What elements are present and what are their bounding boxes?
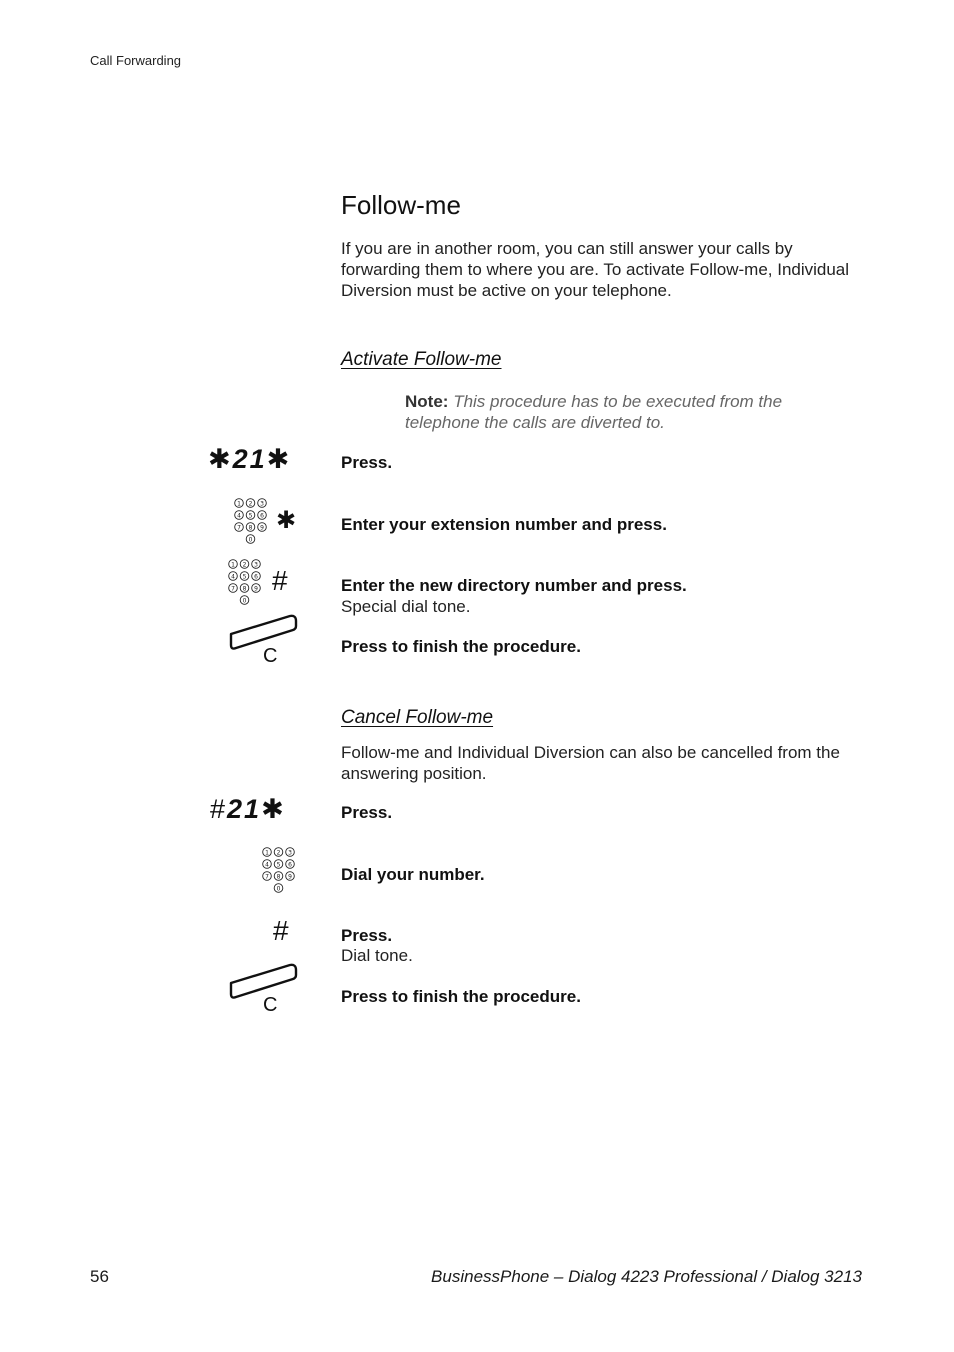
keypad-icon <box>228 559 262 614</box>
code-digits: 21 <box>227 794 262 824</box>
svg-text:2: 2 <box>276 849 281 857</box>
page-title: Follow-me <box>341 190 461 220</box>
star-key-icon: ✱ <box>276 507 299 534</box>
footer-title: BusinessPhone – Dialog 4223 Professional / Dialog 3213 <box>431 1267 862 1286</box>
step-label: Dial your number. <box>341 865 485 884</box>
intro-paragraph: If you are in another room, you can still answer your calls by forwarding them to where you are. To activate Follow-me, Individual Diversion must be active on your telephone. <box>341 239 850 300</box>
page-number: 56 <box>90 1267 109 1286</box>
svg-text:7: 7 <box>237 524 241 532</box>
svg-text:0: 0 <box>276 885 281 893</box>
star-glyph: ✱ <box>266 444 292 474</box>
step-label: Press. <box>341 803 393 822</box>
step-sub: Special dial tone. <box>341 597 471 616</box>
svg-text:5: 5 <box>248 512 253 520</box>
step-label: Press to finish the procedure. <box>341 987 581 1006</box>
note-text: This procedure has to be executed from the telephone the calls are diverted to. <box>405 392 783 432</box>
handset-clear-icon <box>228 961 298 1024</box>
activate-heading: Activate Follow-me <box>341 349 502 370</box>
code-hash-21-star <box>210 794 286 825</box>
step-label: Enter the new directory number and press. <box>341 576 687 595</box>
svg-text:8: 8 <box>276 873 281 881</box>
svg-text:6: 6 <box>254 573 258 581</box>
hash-key-icon: # <box>273 915 291 946</box>
svg-text:5: 5 <box>242 573 247 581</box>
hash-glyph: # <box>210 794 228 824</box>
code-star-21-star <box>208 444 291 475</box>
step-label: Press. <box>341 453 393 472</box>
svg-text:3: 3 <box>260 500 264 508</box>
svg-text:9: 9 <box>288 873 292 881</box>
star-glyph: ✱ <box>261 794 286 824</box>
svg-text:3: 3 <box>288 849 292 857</box>
svg-text:3: 3 <box>254 561 258 569</box>
svg-text:0: 0 <box>248 536 253 544</box>
svg-text:8: 8 <box>248 524 253 532</box>
svg-text:6: 6 <box>288 861 292 869</box>
svg-text:9: 9 <box>260 524 264 532</box>
step-label: Press to finish the procedure. <box>341 637 581 656</box>
svg-text:2: 2 <box>248 500 253 508</box>
clear-key-letter: C <box>263 994 278 1016</box>
svg-text:2: 2 <box>242 561 247 569</box>
step-sub: Dial tone. <box>341 946 413 965</box>
note-label: Note: <box>405 392 449 411</box>
svg-text:7: 7 <box>231 585 235 593</box>
svg-text:6: 6 <box>260 512 264 520</box>
svg-text:0: 0 <box>242 597 247 605</box>
keypad-icon <box>234 498 268 553</box>
svg-text:5: 5 <box>276 861 281 869</box>
svg-text:7: 7 <box>265 873 269 881</box>
step-label: Enter your extension number and press. <box>341 515 667 534</box>
svg-text:1: 1 <box>231 561 235 569</box>
handset-clear-icon <box>228 612 298 675</box>
cancel-paragraph: Follow-me and Individual Diversion can also be cancelled from the answering position. <box>341 743 840 783</box>
svg-text:1: 1 <box>265 849 269 857</box>
keypad-icon <box>262 847 296 902</box>
cancel-heading: Cancel Follow-me <box>341 707 494 728</box>
star-glyph: ✱ <box>208 444 233 474</box>
svg-text:8: 8 <box>242 585 247 593</box>
running-header: Call Forwarding <box>90 53 182 68</box>
svg-text:9: 9 <box>254 585 258 593</box>
svg-text:4: 4 <box>231 573 235 581</box>
code-digits: 21 <box>232 444 267 474</box>
clear-key-letter: C <box>263 645 278 667</box>
step-label: Press. <box>341 926 393 945</box>
svg-text:1: 1 <box>237 500 241 508</box>
svg-text:4: 4 <box>237 512 241 520</box>
note <box>405 391 825 433</box>
svg-text:4: 4 <box>265 861 269 869</box>
hash-key-icon: # <box>272 565 290 596</box>
